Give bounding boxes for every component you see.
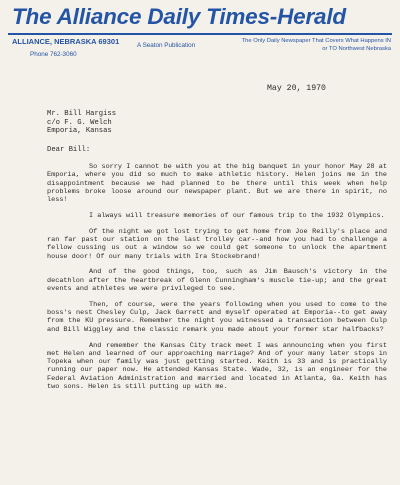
letter-paragraph: Then, of course, were the years following when you used to come to the boss's nest Chesley Culp, Jack Garrett and myself operated at Emporia--to get away from the KU pressure. Remember the night you witnessed a transaction between Culp and Bill Wiggley and the classic remark you made about your former star halfbacks?	[47, 300, 387, 334]
letterhead-phone: Phone 762-3060	[30, 51, 77, 58]
addressee-line: Emporia, Kansas	[47, 127, 112, 136]
letter-body	[47, 163, 387, 399]
letterhead-address: ALLIANCE, NEBRASKA 69301	[12, 37, 120, 46]
addressee-line: Mr. Bill Hargiss	[47, 110, 117, 118]
letter-paragraph: Of the night we got lost trying to get home from Joe Reilly's place and ran far past our station on the last trolley car--and how you had to challenge a fellow cussing us out a window so we could get someone to unlock the apartment house door! Of our many trials with Ira Stockebrand!	[47, 227, 387, 261]
letter-paragraph: And of the good things, too, such as Jim Bausch's victory in the decathlon after the heartbreak of Glenn Cunningham's muscle tie-up; and the great events and athletes we were privileged to see.	[47, 268, 387, 294]
newspaper-title: The Alliance Daily Times-Herald	[12, 4, 346, 29]
addressee-block	[47, 110, 116, 136]
letter-paragraph: I always will treasure memories of our famous trip to the 1932 Olympics.	[89, 211, 385, 220]
letter-paragraph: So sorry I cannot be with you at the big banquet in your honor May 28 at Emporia, where you did so much to make athletic history. Helen joins me in the disappointment because we had planned to be there until this week when help problems broke loose around our newspaper plant. But we are there in spirit, no less!	[47, 163, 387, 205]
letter-paragraph: And remember the Kansas City track meet I was announcing when you first met Helen and learned of our approaching marriage? And of your many later stops in Topeka when our family was just getting started. Keith is 33 and is practically running our paper now. He attended Kansas State. Wade, 32, is an engineer for the Federal Aviation Administration and married and located in Atlanta, Ga. Keith has two sons. Helen is still putting up with me.	[47, 341, 387, 392]
salutation: Dear Bill:	[47, 146, 91, 154]
letter-date: May 20, 1970	[267, 84, 326, 93]
letterhead-rule	[8, 33, 392, 35]
addressee-line: c/o F. G. Welch	[47, 118, 112, 127]
letterhead	[0, 0, 400, 68]
letterhead-publication: A Seaton Publication	[137, 42, 196, 49]
letterhead-tagline: The Only Daily Newspaper That Covers What Happens IN or TO Northwest Nebraska	[241, 38, 391, 52]
